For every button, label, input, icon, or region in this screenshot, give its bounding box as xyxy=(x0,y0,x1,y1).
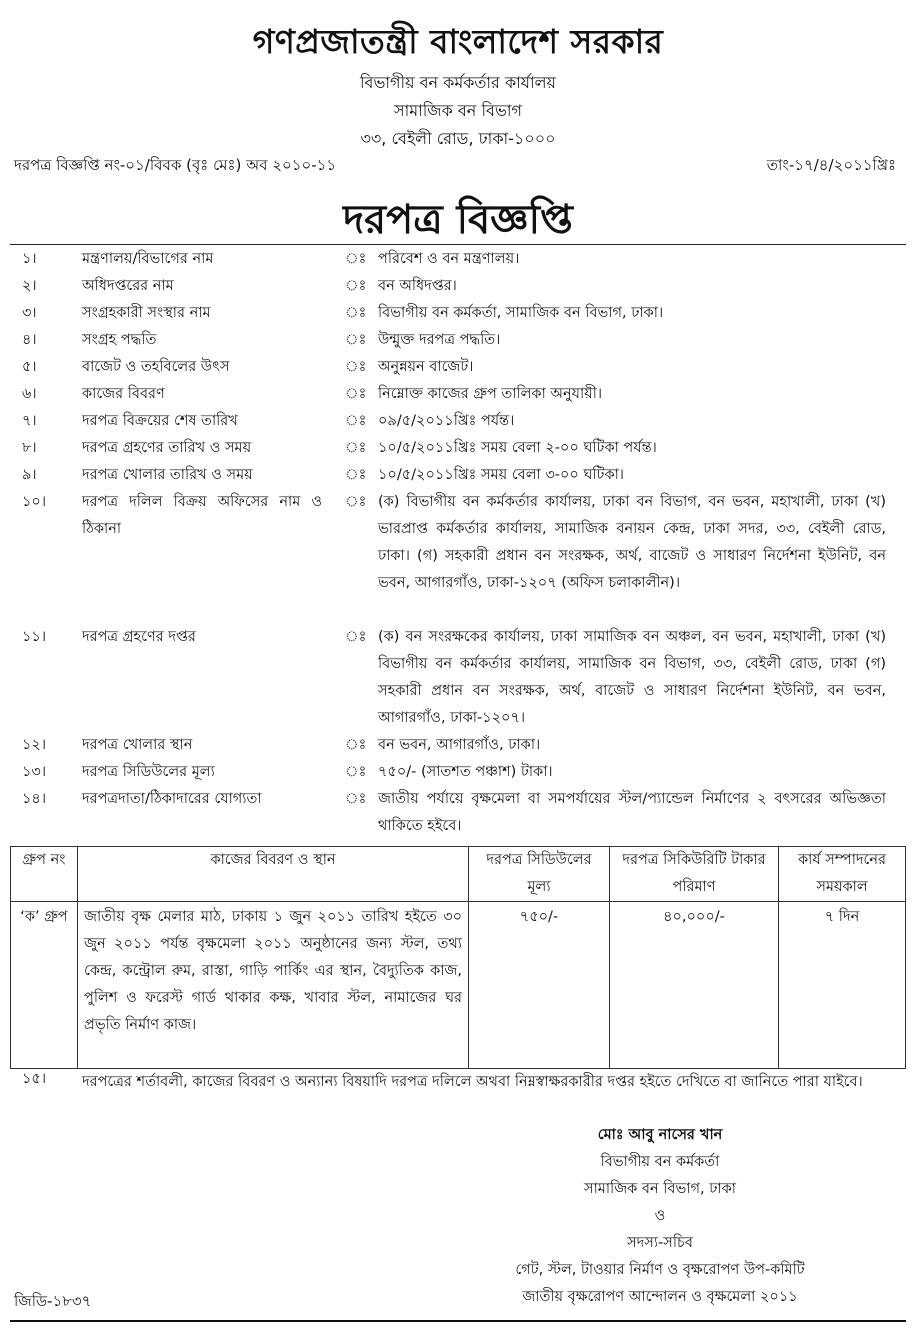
list-item xyxy=(0,786,916,840)
item-number: ৩। xyxy=(22,305,37,321)
header-schedule-price: দরপত্র সিডিউলের মূল্য xyxy=(469,847,610,902)
signatory-and: ও xyxy=(654,1208,666,1224)
item-label: মন্ত্রণালয়/বিভাগের নাম xyxy=(82,251,214,267)
list-item xyxy=(0,489,916,624)
item-label: অধিদপ্তরের নাম xyxy=(82,278,174,294)
notice-reference: দরপত্র বিজ্ঞপ্তি নং-০১/বিবক (বৃঃ মেঃ) অব ২০১০-১১ xyxy=(14,156,337,174)
item-colon: ঃ xyxy=(345,737,367,753)
cell-group-no: ‘ক’ গ্রুপ xyxy=(11,902,78,1069)
bottom-rule xyxy=(10,1320,906,1322)
header-completion-period: কার্য সম্পাদনের সময়কাল xyxy=(779,847,906,902)
item-value: ৭৫০/- (সাতশত পঞ্চাশ) টাকা। xyxy=(378,764,553,780)
item-value: ০৯/৫/২০১১খ্রিঃ পর্যন্ত। xyxy=(378,413,515,429)
gd-number: জিডি-১৮৩৭ xyxy=(14,1292,92,1310)
header-work-description: কাজের বিবরণ ও স্থান xyxy=(78,847,469,902)
item-colon: ঃ xyxy=(345,386,367,402)
table-row xyxy=(11,902,906,1069)
item-label: দরপত্র দলিল বিক্রয় অফিসের নাম ও ঠিকানা xyxy=(82,494,322,537)
signatory-event: জাতীয় বৃক্ষরোপণ আন্দোলন ও বৃক্ষমেলা ২০১১ xyxy=(522,1289,798,1305)
office-address: ৩৩, বেইলী রোড, ঢাকা-১০০০ xyxy=(360,129,556,148)
notice-title: দরপত্র বিজ্ঞপ্তি xyxy=(343,197,573,243)
item-number: ১১। xyxy=(22,629,47,645)
list-item xyxy=(0,246,916,273)
tender-items-list xyxy=(0,246,916,840)
notice-date: তাং-১৭/৪/২০১১খ্রিঃ xyxy=(766,156,896,174)
item-label: দরপত্র গ্রহণের দপ্তর xyxy=(82,629,196,645)
item-value: (ক) বিভাগীয় বন কর্মকর্তার কার্যালয়, ঢাকা বন বিভাগ, বন ভবন, মহাখালী, ঢাকা (খ) ভারপ্রাপ্ত কর্মকর্তার কার্যালয়, সামাজিক বনায়ন কেন্দ্র, ঢাকা সদর, ৩৩, বেইলী রোড, ঢাকা। (গ) সহকারী প্রধান বন সংরক্ষক, অর্থ, বাজেট ও সাধারণ নির্দেশনা ইউনিট, বন ভবন, আগারগাঁও, ঢাকা-১২০৭ (অফিস চলাকালীন)। xyxy=(378,494,886,591)
list-item xyxy=(0,462,916,489)
divider xyxy=(10,244,906,245)
item-number: ৫। xyxy=(22,359,37,375)
item-colon: ঃ xyxy=(345,629,367,645)
item-colon: ঃ xyxy=(345,251,367,267)
item-number: ১। xyxy=(22,251,37,267)
item-value: উন্মুক্ত দরপত্র পদ্ধতি। xyxy=(378,332,501,348)
list-item xyxy=(0,273,916,300)
item-value: অনুন্নয়ন বাজেট। xyxy=(378,359,474,375)
cell-security-amount: ৪০,০০০/- xyxy=(610,902,779,1069)
office-name: বিভাগীয় বন কর্মকর্তার কার্যালয় xyxy=(359,73,556,92)
header-security-amount: দরপত্র সিকিউরিটি টাকার পরিমাণ xyxy=(610,847,779,902)
item-value: পরিবেশ ও বন মন্ত্রণালয়। xyxy=(378,251,520,267)
item-label: দরপত্র খোলার তারিখ ও সময় xyxy=(82,467,253,483)
item-value: ১০/৫/২০১১খ্রিঃ সময় বেলা ৩-০০ ঘটিকা। xyxy=(378,467,624,483)
item-number: ৪। xyxy=(22,332,37,348)
item-colon: ঃ xyxy=(345,791,367,807)
header-group-no: গ্রুপ নং xyxy=(11,847,78,902)
item-colon: ঃ xyxy=(345,332,367,348)
item-value: বন ভবন, আগারগাঁও, ঢাকা। xyxy=(378,737,541,753)
note-number: ১৫। xyxy=(22,1071,47,1087)
item-number: ১২। xyxy=(22,737,47,753)
list-item xyxy=(0,381,916,408)
item-colon: ঃ xyxy=(345,494,367,510)
item-number: ১৪। xyxy=(22,791,47,807)
item-value: বন অধিদপ্তর। xyxy=(378,278,457,294)
item-number: ৭। xyxy=(22,413,37,429)
item-colon: ঃ xyxy=(345,467,367,483)
item-label: সংগ্রহকারী সংস্থার নাম xyxy=(82,305,211,321)
item-number: ২। xyxy=(22,278,37,294)
list-item xyxy=(0,759,916,786)
signatory-committee: গেট, স্টল, টাওয়ার নির্মাণ ও বৃক্ষরোপণ উপ-কমিটি xyxy=(515,1262,805,1278)
item-label: সংগ্রহ পদ্ধতি xyxy=(82,332,157,348)
item-label: দরপত্র খোলার স্থান xyxy=(82,737,193,753)
list-item xyxy=(0,327,916,354)
list-item xyxy=(0,732,916,759)
item-value: বিভাগীয় বন কর্মকর্তা, সামাজিক বন বিভাগ, ঢাকা। xyxy=(378,305,664,321)
item-colon: ঃ xyxy=(345,278,367,294)
list-item xyxy=(0,624,916,732)
note-text: দরপত্রের শর্তাবলী, কাজের বিবরণ ও অন্যান্য বিষয়াদি দরপত্র দলিলে অথবা নিম্নস্বাক্ষরকারীর দপ্তর হইতে দেখিতে বা জানিতে পারা যাইবে। xyxy=(82,1074,863,1090)
list-item xyxy=(0,435,916,462)
item-value: (ক) বন সংরক্ষকের কার্যালয়, ঢাকা সামাজিক বন অঞ্চল, বন ভবন, মহাখালী, ঢাকা (খ) বিভাগীয় বন কর্মকর্তার কার্যালয়, সামাজিক বন বিভাগ, ৩৩, বেইলী রোড, ঢাকা (গ) সহকারী প্রধান বন সংরক্ষক, অর্থ, বাজেট ও সাধারণ নির্দেশনা ইউনিট, বন ভবন, আগারগাঁও, ঢাকা-১২০৭। xyxy=(378,629,886,726)
item-number: ৮। xyxy=(22,440,37,456)
table-header-row xyxy=(11,847,906,902)
list-item xyxy=(0,408,916,435)
item-label: দরপত্র বিক্রয়ের শেষ তারিখ xyxy=(82,413,238,429)
cell-schedule-price: ৭৫০/- xyxy=(469,902,610,1069)
item-label: কাজের বিবরণ xyxy=(82,386,165,402)
item-colon: ঃ xyxy=(345,413,367,429)
item-number: ৬। xyxy=(22,386,37,402)
item-colon: ঃ xyxy=(345,440,367,456)
item-label: দরপত্রদাতা/ঠিকাদারের যোগ্যতা xyxy=(82,791,262,807)
cell-completion-period: ৭ দিন xyxy=(779,902,906,1069)
item-label: দরপত্র সিডিউলের মূল্য xyxy=(82,764,215,780)
item-number: ১০। xyxy=(22,494,47,510)
signatory-division: সামাজিক বন বিভাগ, ঢাকা xyxy=(584,1181,736,1197)
item-value: ১০/৫/২০১১খ্রিঃ সময় বেলা ২-০০ ঘটিকা পর্যন্ত। xyxy=(378,440,657,456)
list-item xyxy=(0,354,916,381)
division-name: সামাজিক বন বিভাগ xyxy=(394,101,522,120)
item-label: বাজেট ও তহবিলের উৎস xyxy=(82,359,230,375)
item-number: ৯। xyxy=(22,467,37,483)
list-item xyxy=(0,300,916,327)
signatory-name: মোঃ আবু নাসের খান xyxy=(597,1127,723,1143)
item-colon: ঃ xyxy=(345,359,367,375)
work-group-table xyxy=(10,846,906,1069)
item-colon: ঃ xyxy=(345,764,367,780)
item-label: দরপত্র গ্রহণের তারিখ ও সময় xyxy=(82,440,252,456)
signatory-role: সদস্য-সচিব xyxy=(627,1235,693,1251)
signatory-designation: বিভাগীয় বন কর্মকর্তা xyxy=(600,1154,720,1170)
item-number: ১৩। xyxy=(22,764,47,780)
item-value: জাতীয় পর্যায়ে বৃক্ষমেলা বা সমপর্যায়ের স্টল/প্যান্ডেল নির্মাণের ২ বৎসরের অভিজ্ঞতা থাকিতে হইবে। xyxy=(378,791,886,834)
item-value: নিম্নোক্ত কাজের গ্রুপ তালিকা অনুযায়ী। xyxy=(378,386,603,402)
item-colon: ঃ xyxy=(345,305,367,321)
government-title: গণপ্রজাতন্ত্রী বাংলাদেশ সরকার xyxy=(252,22,664,61)
cell-work-description: জাতীয় বৃক্ষ মেলার মাঠ, ঢাকায় ১ জুন ২০১১ তারিখ হইতে ৩০ জুন ২০১১ পর্যন্ত বৃক্ষমেলা ২০১১ অনুষ্ঠানের জন্য স্টল, তথ্য কেন্দ্র, কন্ট্রোল রুম, রাস্তা, গাড়ি পার্কিং এর স্থান, বৈদ্যুতিক কাজ, পুলিশ ও ফরেস্ট গার্ড থাকার কক্ষ, খাবার স্টল, নামাজের ঘর প্রভৃতি নির্মাণ কাজ। xyxy=(78,902,469,1069)
